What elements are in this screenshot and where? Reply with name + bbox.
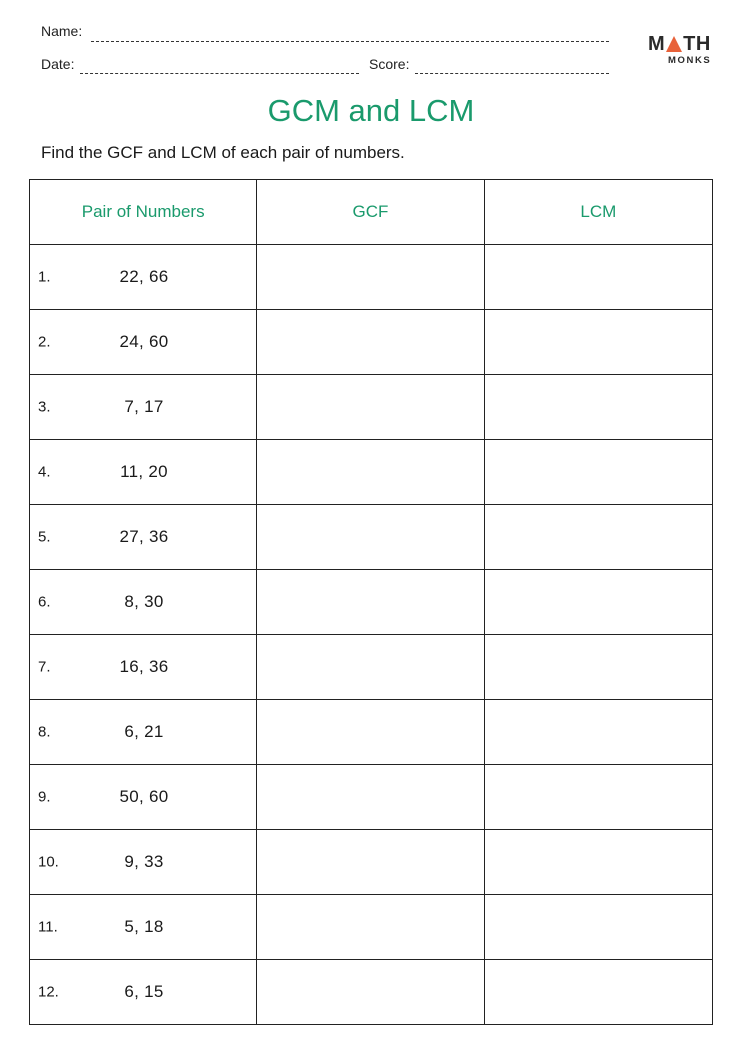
row-number: 9. [38, 788, 51, 806]
table-row [30, 960, 713, 1025]
pair-cell [30, 960, 257, 1025]
pair-cell [30, 700, 257, 765]
header-pair-of-numbers: Pair of Numbers [30, 180, 257, 245]
logo-text-right: TH [683, 33, 711, 55]
number-pair: 27, 36 [119, 527, 169, 546]
lcm-answer-cell[interactable] [484, 310, 712, 375]
gcf-answer-cell[interactable] [257, 440, 484, 505]
gcf-answer-cell[interactable] [257, 765, 484, 830]
table-row [30, 245, 713, 310]
row-number: 2. [38, 333, 51, 351]
date-field[interactable] [80, 73, 359, 74]
lcm-answer-cell[interactable] [484, 440, 712, 505]
table-row [30, 440, 713, 505]
instructions: Find the GCF and LCM of each pair of numbers. [41, 143, 405, 162]
table-row [30, 830, 713, 895]
gcf-answer-cell[interactable] [257, 245, 484, 310]
lcm-answer-cell[interactable] [484, 895, 712, 960]
pair-cell [30, 440, 257, 505]
lcm-answer-cell[interactable] [484, 245, 712, 310]
score-label: Score: [369, 56, 410, 72]
table-header-row [30, 180, 713, 245]
gcf-answer-cell[interactable] [257, 700, 484, 765]
table-row [30, 700, 713, 765]
worksheet-table [29, 179, 713, 1025]
pair-cell [30, 245, 257, 310]
name-label: Name: [41, 23, 83, 39]
gcf-answer-cell[interactable] [257, 895, 484, 960]
name-field[interactable] [91, 41, 609, 42]
pair-cell [30, 570, 257, 635]
logo-text-left: M [648, 33, 666, 55]
page-title: GCM and LCM [267, 93, 475, 128]
row-number: 4. [38, 463, 51, 481]
table-row [30, 765, 713, 830]
row-number: 3. [38, 398, 51, 416]
number-pair: 16, 36 [119, 657, 169, 676]
pair-cell [30, 375, 257, 440]
lcm-answer-cell[interactable] [484, 635, 712, 700]
header-gcf: GCF [257, 180, 484, 245]
gcf-answer-cell[interactable] [257, 375, 484, 440]
number-pair: 5, 18 [124, 917, 164, 936]
triangle-icon [666, 36, 682, 52]
pair-cell [30, 635, 257, 700]
row-number: 5. [38, 528, 51, 546]
pair-cell [30, 830, 257, 895]
number-pair: 9, 33 [124, 852, 164, 871]
pair-cell [30, 895, 257, 960]
table-row [30, 635, 713, 700]
row-number: 6. [38, 593, 51, 611]
number-pair: 7, 17 [124, 397, 164, 416]
row-number: 8. [38, 723, 51, 741]
gcf-answer-cell[interactable] [257, 830, 484, 895]
gcf-answer-cell[interactable] [257, 310, 484, 375]
lcm-answer-cell[interactable] [484, 505, 712, 570]
score-field[interactable] [415, 73, 609, 74]
lcm-answer-cell[interactable] [484, 960, 712, 1025]
number-pair: 6, 21 [124, 722, 164, 741]
pair-cell [30, 765, 257, 830]
number-pair: 11, 20 [120, 462, 168, 481]
lcm-answer-cell[interactable] [484, 700, 712, 765]
row-number: 11. [38, 918, 58, 936]
pair-cell [30, 505, 257, 570]
table-row [30, 310, 713, 375]
number-pair: 6, 15 [124, 982, 164, 1001]
table-row [30, 570, 713, 635]
gcf-answer-cell[interactable] [257, 570, 484, 635]
pair-cell [30, 310, 257, 375]
row-number: 12. [38, 983, 59, 1001]
lcm-answer-cell[interactable] [484, 830, 712, 895]
table-row [30, 505, 713, 570]
math-monks-logo [648, 34, 718, 68]
row-number: 7. [38, 658, 51, 676]
row-number: 1. [38, 268, 51, 286]
number-pair: 8, 30 [124, 592, 164, 611]
table-row [30, 895, 713, 960]
lcm-answer-cell[interactable] [484, 375, 712, 440]
lcm-answer-cell[interactable] [484, 765, 712, 830]
number-pair: 24, 60 [119, 332, 169, 351]
table-row [30, 375, 713, 440]
number-pair: 50, 60 [119, 787, 169, 806]
header-lcm: LCM [484, 180, 712, 245]
row-number: 10. [38, 853, 59, 871]
gcf-answer-cell[interactable] [257, 505, 484, 570]
number-pair: 22, 66 [119, 267, 169, 286]
date-label: Date: [41, 56, 75, 72]
gcf-answer-cell[interactable] [257, 960, 484, 1025]
gcf-answer-cell[interactable] [257, 635, 484, 700]
logo-subtext: MONKS [668, 55, 712, 66]
lcm-answer-cell[interactable] [484, 570, 712, 635]
